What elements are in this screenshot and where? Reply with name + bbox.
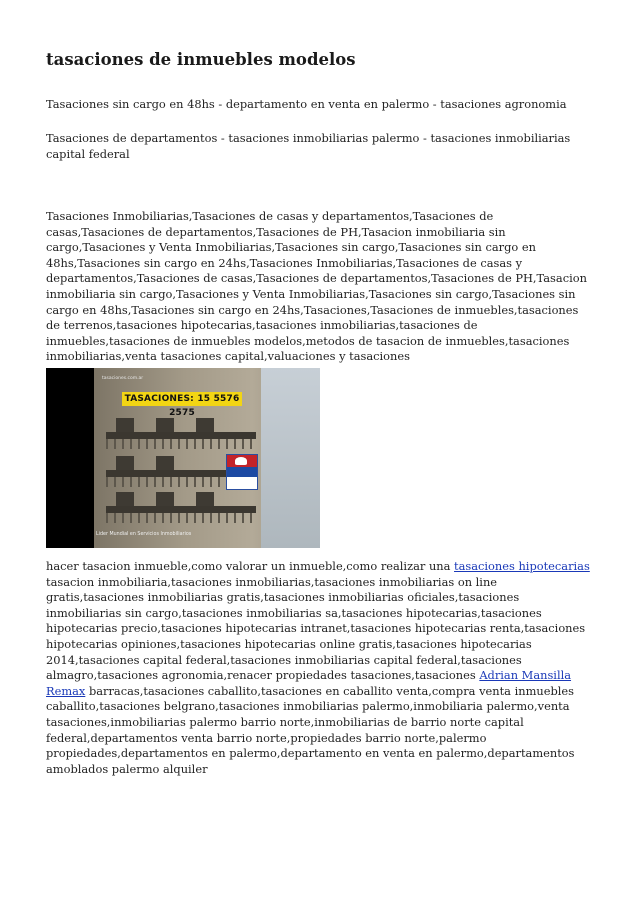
paragraph-4-text-middle: tasacion inmobiliaria,tasaciones inmobiliarias,tasaciones inmobiliarias on line gratis,tasaciones inmobiliarias gratis,tasaciones inmobiliarias oficiales,tasaciones inmobiliarias sin cargo,tasaciones inmobiliarias sa,tasaciones hipotecarias,tasaciones hipotecarias precio,tasaciones hipotecarias intranet,tasaciones hipotecarias renta,tasaciones hipotecarias opiniones,tasaciones hipotecarias online gratis,tasaciones hipotecarias 2014,tasaciones capital federal,tasaciones inmobiliarias capital federal,tasaciones almagro,tasaciones agronomia,renacer propiedades tasaciones,tasaciones	[46, 574, 586, 683]
balcony-railing	[106, 513, 256, 523]
window	[116, 456, 134, 470]
window	[116, 492, 134, 506]
balcony-railing	[106, 439, 256, 449]
window	[156, 492, 174, 506]
paragraph-4-text-start: hacer tasacion inmueble,como valorar un inmueble,como realizar una	[46, 559, 455, 573]
photo-corner-text: tasaciones.com.ar	[102, 376, 144, 381]
sign-blue-band	[227, 467, 257, 477]
link-adrian-mansilla-remax[interactable]: Adrian Mansilla Remax	[46, 668, 572, 698]
window	[196, 418, 214, 432]
photo-sky	[261, 368, 320, 548]
paragraph-3: Tasaciones Inmobiliarias,Tasaciones de casas y departamentos,Tasaciones de casas,Tasaciones de departamentos,Tasaciones de PH,Tasacion inmobiliaria sin cargo,Tasaciones y Venta Inmobiliarias,Tasaciones sin cargo,Tasaciones sin cargo en 48hs,Tasaciones sin cargo en 24hs,Tasaciones Inmobiliarias,Tasaciones de casas y departamentos,Tasaciones de casas,Tasaciones de departamentos,Tasaciones de PH,Tasacion inmobiliaria sin cargo,Tasaciones y Venta Inmobiliarias,Tasaciones sin cargo,Tasaciones sin cargo en 48hs,Tasaciones sin cargo en 24hs,Tasaciones,Tasaciones de inmuebles,tasaciones de terrenos,tasaciones hipotecarias,tasaciones inmobiliarias,tasaciones de inmuebles,tasaciones de inmuebles modelos,metodos de tasacion de inmuebles,tasaciones inmobiliarias,venta tasaciones capital,valuaciones y tasaciones	[46, 209, 587, 364]
window	[196, 492, 214, 506]
balcony	[106, 506, 256, 513]
paragraph-4	[46, 559, 594, 777]
window	[156, 456, 174, 470]
photo-caption: Lider Mundial en Servicios Inmobiliarios	[96, 532, 192, 537]
window	[116, 418, 134, 432]
phone-banner: TASACIONES: 15 5576 2575	[122, 392, 242, 406]
balloon-logo-icon	[235, 457, 247, 465]
paragraph-4-text-end: barracas,tasaciones caballito,tasaciones en caballito venta,compra venta inmuebles caballito,tasaciones belgrano,tasaciones inmobiliarias palermo,inmobiliaria palermo,venta tasaciones,inmobiliarias palermo barrio norte,inmobiliarias de barrio norte capital federal,departamentos venta barrio norte,propiedades barrio norte,palermo propiedades,departamentos en palermo,departamento en venta en palermo,departamentos amoblados palermo alquiler	[46, 683, 575, 776]
building-photo	[46, 368, 320, 548]
balcony	[106, 432, 256, 439]
page-title: tasaciones de inmuebles modelos	[46, 50, 356, 69]
paragraph-2: Tasaciones de departamentos - tasaciones inmobiliarias palermo - tasaciones inmobiliarias capital federal	[46, 131, 571, 161]
paragraph-1: Tasaciones sin cargo en 48hs - departamento en venta en palermo - tasaciones agronomia	[46, 97, 567, 111]
window	[156, 418, 174, 432]
for-sale-sign	[226, 454, 258, 490]
link-tasaciones-hipotecarias[interactable]: tasaciones hipotecarias	[454, 559, 590, 573]
